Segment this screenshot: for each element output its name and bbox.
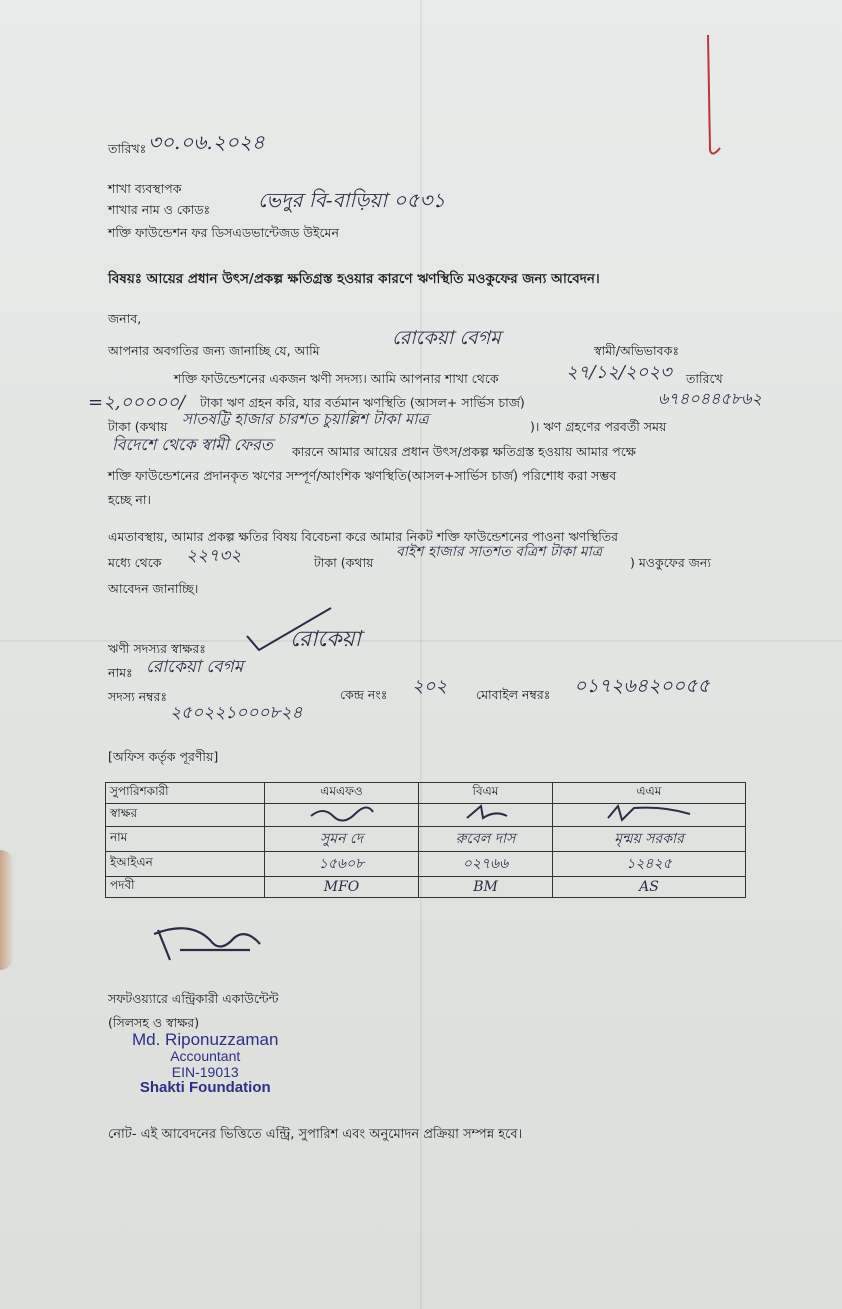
branch-name-value: ভেদুর বি-বাড়িয়া ০৫৩১ bbox=[258, 188, 446, 212]
stamp-ein: EIN-19013 bbox=[171, 1064, 239, 1080]
center-label: কেন্দ্র নংঃ bbox=[340, 687, 388, 702]
mobile-no: ০১৭২৬৪২০০৫৫ bbox=[574, 675, 710, 697]
body-line-2b: তারিখে bbox=[686, 371, 723, 386]
mfo-signature bbox=[265, 804, 419, 827]
col-header: এমএফও bbox=[265, 783, 419, 804]
mobile-label: মোবাইল নম্বরঃ bbox=[476, 687, 551, 702]
row-label: ইআইএন bbox=[106, 852, 265, 877]
accountant-subtitle: (সিলসহ ও স্বাক্ষর) bbox=[108, 1015, 200, 1030]
office-heading: [অফিস কর্তৃক পূরণীয়] bbox=[108, 749, 219, 764]
outstanding-amount: ৬৭৪০৪৪৫৮৬২ bbox=[658, 389, 762, 408]
body-line-3a: টাকা ঋণ গ্রহন করি, যার বর্তমান ঋণস্থিতি (আসল+ সার্ভিস চার্জ) bbox=[200, 395, 525, 410]
date-label: তারিখঃ bbox=[108, 141, 147, 156]
member-no-label: সদস্য নম্বরঃ bbox=[108, 689, 168, 704]
body-line-5b: কারনে আমার আয়ের প্রধান উৎস/প্রকল্প ক্ষতিগ্রস্ত হওয়ায় আমার পক্ষে bbox=[292, 444, 636, 459]
member-signature-check bbox=[245, 606, 335, 656]
col-header: এএম bbox=[552, 783, 745, 804]
para2-line-1: এমতাবস্থায়, আমার প্রকল্প ক্ষতির বিষয় বিবেচনা করে আমার নিকট শক্তি ফাউন্ডেশনের পাওনা ঋণস্থিতির bbox=[108, 529, 619, 544]
para2-line-3: আবেদন জানাচ্ছি। bbox=[108, 581, 199, 596]
row-label: পদবী bbox=[106, 877, 265, 898]
loan-date: ২৭/১২/২০২৩ bbox=[566, 362, 672, 383]
accountant-title: সফটওয়্যারে এন্ট্রিকারী একাউন্টেন্ট bbox=[108, 991, 279, 1006]
branch-name-label: শাখার নাম ও কোডঃ bbox=[108, 202, 211, 217]
bm-ein: ০২৭৬৬ bbox=[419, 852, 553, 877]
am-signature bbox=[552, 804, 745, 827]
signature-scribble bbox=[604, 804, 694, 822]
am-ein: ১২৪২৫ bbox=[552, 852, 745, 877]
finger-shadow bbox=[0, 850, 14, 970]
table-row bbox=[106, 827, 746, 852]
col-header: বিএম bbox=[419, 783, 553, 804]
am-designation: AS bbox=[552, 877, 745, 898]
table-row bbox=[106, 852, 746, 877]
row-label: নাম bbox=[106, 827, 265, 852]
body-line-4b: )। ঋণ গ্রহণের পরবর্তী সময় bbox=[530, 419, 667, 434]
bm-designation: BM bbox=[419, 877, 553, 898]
stamp-title: Accountant bbox=[170, 1048, 241, 1064]
para2-line-2a: মধ্যে থেকে bbox=[108, 555, 162, 570]
waiver-words: বাইশ হাজার সাতশত বত্রিশ টাকা মাত্র bbox=[396, 544, 602, 560]
mfo-ein: ১৫৬০৮ bbox=[265, 852, 419, 877]
member-name: রোকেয়া বেগম bbox=[146, 657, 244, 677]
foundation-line: শক্তি ফাউন্ডেশন ফর ডিসএডভান্টেজড উইমেন bbox=[108, 225, 339, 240]
table-header-row bbox=[106, 783, 746, 804]
table-row bbox=[106, 804, 746, 827]
accountant-signature bbox=[150, 920, 270, 970]
salutation: জনাব, bbox=[108, 311, 142, 326]
table-row bbox=[106, 877, 746, 898]
member-no: ২৫০২২১০০০৮২৪ bbox=[170, 703, 303, 723]
reason: বিদেশে থেকে স্বামী ফেরত bbox=[112, 435, 273, 454]
signature-scribble bbox=[307, 804, 377, 822]
bm-name: রুবেল দাস bbox=[419, 827, 553, 852]
stamp-name: Md. Riponuzzaman bbox=[132, 1030, 279, 1049]
stamp-org: Shakti Foundation bbox=[139, 1079, 271, 1096]
para2-line-2c: ) মওকুফের জন্য bbox=[630, 555, 712, 570]
waiver-amount: ২২৭৩২ bbox=[186, 546, 242, 566]
outstanding-words: সাতষট্টি হাজার চারশত চুয়াল্লিশ টাকা মাত্র bbox=[182, 410, 429, 428]
member-name-label: নামঃ bbox=[108, 665, 133, 680]
body-line-2a: শক্তি ফাউন্ডেশনের একজন ঋণী সদস্য। আমি আপনার শাখা থেকে bbox=[174, 371, 499, 386]
body-line-6: শক্তি ফাউন্ডেশনের প্রদানকৃত ঋণের সম্পূর্ণ/আংশিক ঋণস্থিতি(আসল+সার্ভিস চার্জ) পরিশোধ করা সম্ভব bbox=[108, 468, 617, 483]
para2-line-2b: টাকা (কথায় bbox=[314, 555, 374, 570]
member-signature: রোকেয়া bbox=[290, 627, 361, 652]
member-signature-label: ঋণী সদস্যর স্বাক্ষরঃ bbox=[108, 641, 206, 656]
center-no: ২০২ bbox=[412, 676, 448, 697]
note: নোট- এই আবেদনের ভিত্তিতে এন্ট্রি, সুপারিশ এবং অনুমোদন প্রক্রিয়া সম্পন্ন হবে। bbox=[108, 1127, 523, 1142]
office-table bbox=[105, 782, 746, 898]
date-value: ৩০.০৬.২০২৪ bbox=[148, 130, 265, 154]
am-name: মৃন্ময় সরকার bbox=[552, 827, 745, 852]
subject-line: বিষয়ঃ আয়ের প্রধান উৎস/প্রকল্প ক্ষতিগ্রস্ত হওয়ার কারণে ঋণস্থিতি মওকুফের জন্য আবেদন। bbox=[108, 271, 600, 287]
branch-manager: শাখা ব্যবস্থাপক bbox=[108, 181, 182, 196]
mfo-name: সুমন দে bbox=[265, 827, 419, 852]
accountant-stamp bbox=[132, 1032, 278, 1096]
applicant-name: রোকেয়া বেগম bbox=[392, 327, 501, 349]
body-line-1a: আপনার অবগতির জন্য জানাচ্ছি যে, আমি bbox=[108, 343, 320, 358]
mfo-designation: MFO bbox=[265, 877, 419, 898]
signature-scribble bbox=[461, 804, 511, 822]
bm-signature bbox=[419, 804, 553, 827]
row-label: স্বাক্ষর bbox=[106, 804, 265, 827]
red-pen-mark bbox=[700, 30, 730, 160]
body-line-7: হচ্ছে না। bbox=[108, 492, 151, 507]
col-header: সুপারিশকারী bbox=[106, 783, 265, 804]
loan-amount: =২,০০০০০/ bbox=[88, 392, 186, 413]
body-line-1b: স্বামী/অভিভাবকঃ bbox=[594, 343, 679, 358]
body-line-4a: টাকা (কথায় bbox=[108, 419, 168, 434]
